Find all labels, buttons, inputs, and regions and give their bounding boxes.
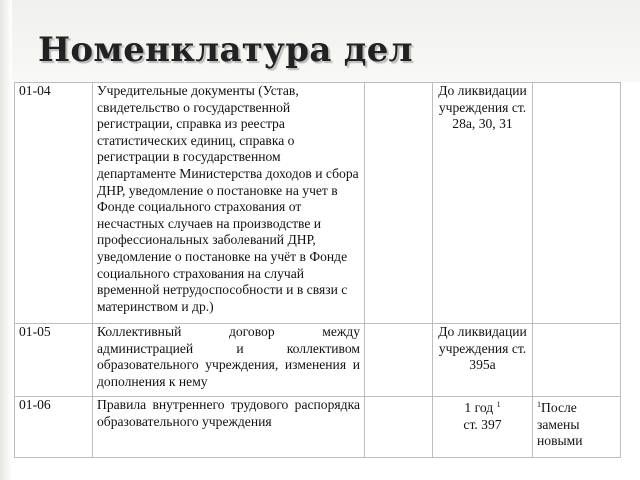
note-text: После замены новыми (537, 400, 583, 449)
empty-cell (365, 83, 433, 324)
case-title: Коллективный договор между администрацией и коллективом образовательного учреждения, изменения и дополнения к нему (93, 324, 365, 397)
table-row (15, 324, 621, 397)
case-index: 01-05 (15, 324, 93, 397)
nomenclature-table (14, 82, 621, 458)
note-cell (533, 83, 621, 324)
footnote-marker: 1 (496, 400, 501, 409)
footnote-marker: 1 (537, 400, 541, 409)
storage-period: До ликвидации учреждения ст. 28а, 30, 31 (433, 83, 533, 324)
case-title: Учредительные документы (Устав, свидетельство о государственной регистрации, справка из реестра статистических единиц, справка о регистрации в государственном департаменте Министерства доходов и сбора ДНР, уведомление о постановке на учет в Фонде социального страхования от несчастных случаев на производстве и профессиональных заболеваний ДНР, уведомление о постановке на учёт в Фонде социального страхования на случай временной нетрудоспособности и в связи с материнством и др.) (93, 83, 365, 324)
empty-cell (365, 397, 433, 458)
storage-period: До ликвидации учреждения ст. 395а (433, 324, 533, 397)
case-index: 01-06 (15, 397, 93, 458)
page-title: Номенклатура дел (38, 30, 413, 70)
period-article: ст. 397 (463, 416, 502, 432)
storage-period (433, 397, 533, 458)
case-index: 01-04 (15, 83, 93, 324)
table-row (15, 397, 621, 458)
left-shade (0, 0, 12, 480)
case-title: Правила внутреннего трудового распорядка образовательного учреждения (93, 397, 365, 458)
table-row (15, 83, 621, 324)
period-value: 1 год (464, 400, 494, 415)
empty-cell (365, 324, 433, 397)
note-cell (533, 397, 621, 458)
note-cell (533, 324, 621, 397)
